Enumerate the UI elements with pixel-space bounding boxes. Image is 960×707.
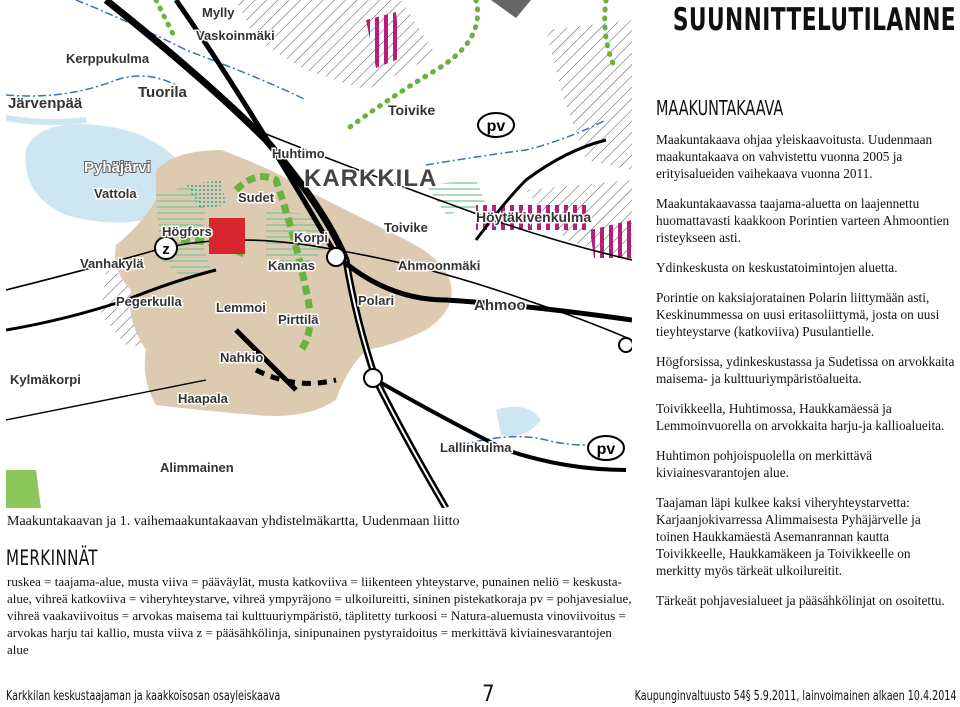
- place-label: Lemmoi: [216, 300, 266, 315]
- interchange: [364, 369, 382, 387]
- footer-approval-info: Kaupunginvaltuusto 54§ 5.9.2011, lainvoimainen alkaen 10.4.2014: [634, 689, 956, 704]
- svg-text:z: z: [162, 241, 170, 258]
- paragraph: Maakuntakaavassa taajama-aluetta on laajennettu huomattavasti kaakkoon Porintien varteen Ahmoontien risteykseen asti.: [656, 196, 950, 245]
- svg-text:pv: pv: [486, 118, 506, 135]
- paragraph: Huhtimon pohjoispuolella on merkittävä kiviainesvarantojen alue.: [656, 448, 873, 480]
- place-label: KARKKILA: [304, 165, 438, 192]
- paragraph: Tärkeät pohjavesialueet ja pääsähkölinjat on osoitettu.: [656, 593, 945, 608]
- paragraph: Porintie on kaksiajoratainen Polarin liittymään asti, Keskinummessa on uusi eritasoliittymä, josta on uusi tieyhteystarve (katkoviiva) Pusulantielle.: [656, 290, 940, 339]
- power-line-symbol: [155, 237, 177, 259]
- paragraph: Taajaman läpi kulkee kaksi viheryhteystarvetta: Karjaanjokivarressa Alimmaisesta Pyhäjärvelle ja toinen Haukkamäestä Asemanrannan kautta Toivikkeelle, Haukkamäkeen ja Toivikkeelle on merkitty myös tärkeät ulkoilureitit.: [656, 495, 921, 578]
- regional-plan-map: [6, 0, 632, 508]
- place-label: Polari: [358, 293, 395, 308]
- place-label: Tuorila: [138, 84, 187, 101]
- place-label: Lallinkulma: [440, 440, 512, 455]
- place-label: Järvenpää: [8, 95, 83, 112]
- green-area: [6, 470, 41, 508]
- paragraph: Högforsissa, ydinkeskustassa ja Sudetissa on arvokkaita maisema- ja kulttuuriympäristöalueita.: [656, 354, 955, 386]
- paragraph: Maakuntakaava ohjaa yleiskaavoitusta. Uudenmaan maakuntakaava on vahvistettu vuonna 2005 ja erityisalueiden vaihekaava vuonna 2011.: [656, 132, 933, 181]
- place-label: Alimmainen: [160, 460, 234, 475]
- place-label: Pyhäjärvi: [84, 159, 151, 176]
- interchange: [327, 248, 345, 266]
- place-label: Toivike: [384, 220, 428, 235]
- place-label: Vanhakylä: [80, 256, 144, 271]
- map-caption: Maakuntakaavan ja 1. vaihemaakuntakaavan yhdistelmäkartta, Uudenmaan liitto: [7, 514, 460, 529]
- svg-text:pv: pv: [596, 441, 616, 458]
- paragraph: Ydinkeskusta on keskustatoimintojen aluetta.: [656, 260, 898, 275]
- page-number: 7: [482, 682, 495, 707]
- place-label: Korpi: [294, 230, 328, 245]
- footer-document-title: Karkkilan keskustaajaman ja kaakkoisosan osayleiskaava: [6, 689, 281, 704]
- place-label: Pirttilä: [278, 312, 319, 327]
- paragraph: Toivikkeella, Huhtimossa, Haukkamäessä ja Lemmoinvuorella on arvokkaita harju-ja kallioalueita.: [656, 401, 945, 433]
- place-label: Kannas: [268, 258, 315, 273]
- place-label: Kerppukulma: [66, 51, 150, 66]
- groundwater-symbol: [588, 436, 624, 460]
- place-label: Mylly: [202, 5, 235, 20]
- place-label: Högfors: [162, 224, 212, 239]
- place-label: Nahkio: [220, 350, 264, 365]
- section-heading: MAAKUNTAKAAVA: [656, 96, 784, 120]
- place-label: Huhtimo: [272, 146, 325, 161]
- center-area: [209, 218, 245, 254]
- groundwater-symbol: [478, 113, 514, 137]
- place-label: Haapala: [178, 391, 228, 406]
- description-column: [656, 131, 956, 622]
- place-label: Pegerkulla: [116, 294, 182, 309]
- place-label: Toivike: [388, 102, 436, 118]
- interchange: [619, 338, 632, 352]
- place-label: Höytäkivenkulma: [476, 209, 592, 225]
- place-label: Sudet: [238, 190, 275, 205]
- place-label: Kylmäkorpi: [10, 372, 81, 387]
- place-label: Ahmoonmäki: [398, 258, 481, 273]
- legend-text: ruskea = taajama-alue, musta viiva = pääväylät, musta katkoviiva = liikenteen yhteystarve, punainen neliö = keskusta-alue, vihreä katkoviiva = viheryhteystarve, vihreä ympyräjono = ulkoilureitti, sininen pistekatkoraja pv = pohjavesialue, vihreä vaakaviivoitus = arvokas maisema tai kulttuuriympäristö, täplitetty turkoosi = Natura-aluemusta vinoviivoitus = arvokas harju tai kallio, musta viiva z = pääsähkölinja, sinipunainen pystyraidoitus = merkittävä kiviainesvarantojen alue: [7, 574, 632, 657]
- place-label: Vattola: [94, 186, 137, 201]
- place-label: Vaskoinmäki: [196, 28, 275, 43]
- legend-heading: MERKINNÄT: [6, 546, 98, 570]
- place-label: Ahmoo: [474, 297, 526, 314]
- page-title: SUUNNITTELUTILANNE: [672, 2, 956, 38]
